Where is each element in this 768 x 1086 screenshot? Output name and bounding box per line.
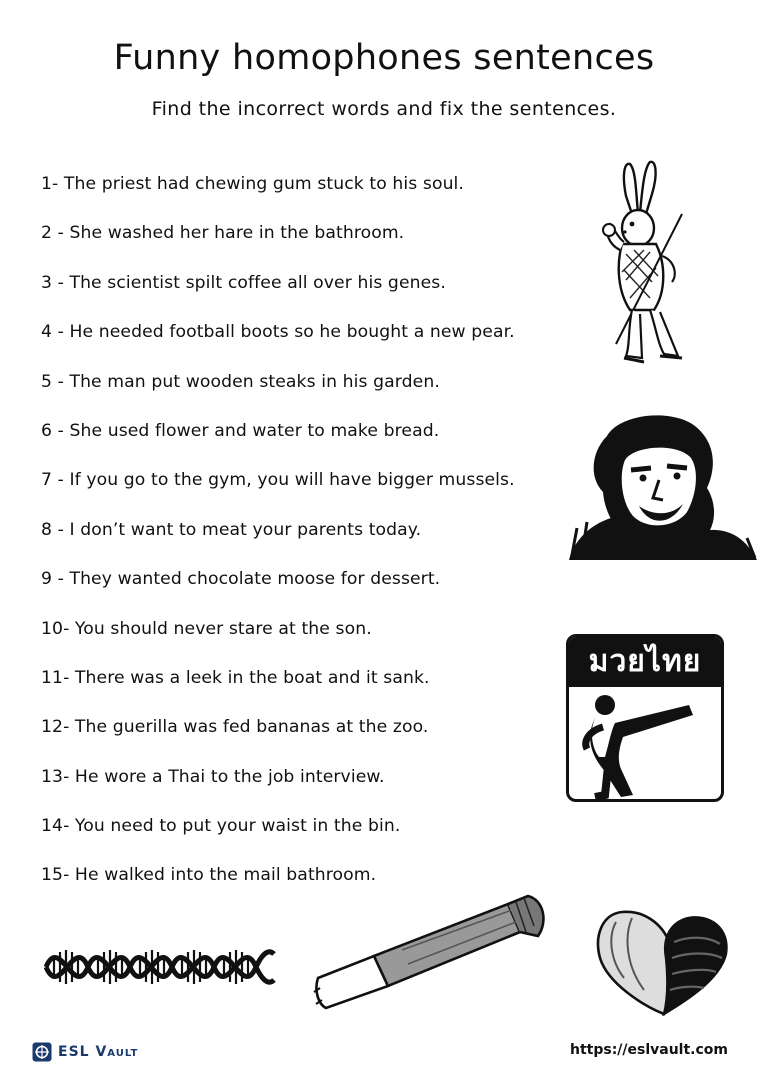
sentence-item: 5 - The man put wooden steaks in his garden. [41, 371, 440, 392]
sentence-item: 3 - The scientist spilt coffee all over his genes. [41, 272, 446, 293]
sentence-item: 11- There was a leek in the boat and it sank. [41, 667, 430, 688]
worksheet-title: Funny homophones sentences [113, 38, 655, 78]
footer-url-link[interactable]: https://eslvault.com [569, 1042, 728, 1058]
mussel-shell-illustration [592, 906, 730, 1016]
footer-brand [32, 1041, 138, 1063]
muay-thai-label: มวยไทย [569, 637, 721, 687]
sentence-item: 1- The priest had chewing gum stuck to his soul. [41, 174, 464, 194]
worksheet-instruction: Find the incorrect words and fix the sentences. [151, 98, 617, 120]
man-portrait-illustration [567, 408, 757, 560]
sentence-item: 14- You need to put your waist in the bin. [41, 816, 401, 837]
muay-thai-sign [566, 634, 724, 802]
footer-brand-name: ESL Vault [58, 1044, 139, 1060]
sentence-item: 8 - I don’t want to meat your parents today. [41, 519, 422, 540]
sentence-item: 13- He wore a Thai to the job interview. [41, 766, 385, 787]
leek-illustration [312, 892, 550, 1010]
eslvault-logo-icon [32, 1042, 52, 1062]
sentence-item: 15- He walked into the mail bathroom. [41, 865, 377, 886]
sentence-item: 4 - He needed football boots so he bought a new pear. [41, 322, 515, 343]
sentence-item: 12- The guerilla was fed bananas at the zoo. [41, 717, 429, 738]
white-rabbit-illustration [592, 158, 692, 370]
kickboxer-silhouette-icon [569, 687, 721, 799]
sentence-list [41, 170, 581, 911]
sentence-item: 7 - If you go to the gym, you will have bigger mussels. [41, 470, 515, 491]
sentence-item: 6 - She used flower and water to make bread. [41, 420, 440, 441]
sentence-item: 9 - They wanted chocolate moose for dessert. [41, 569, 441, 590]
dna-helix-illustration [44, 942, 276, 992]
sentence-item: 2 - She washed her hare in the bathroom. [41, 223, 405, 244]
sentence-item: 10- You should never stare at the son. [41, 618, 372, 639]
